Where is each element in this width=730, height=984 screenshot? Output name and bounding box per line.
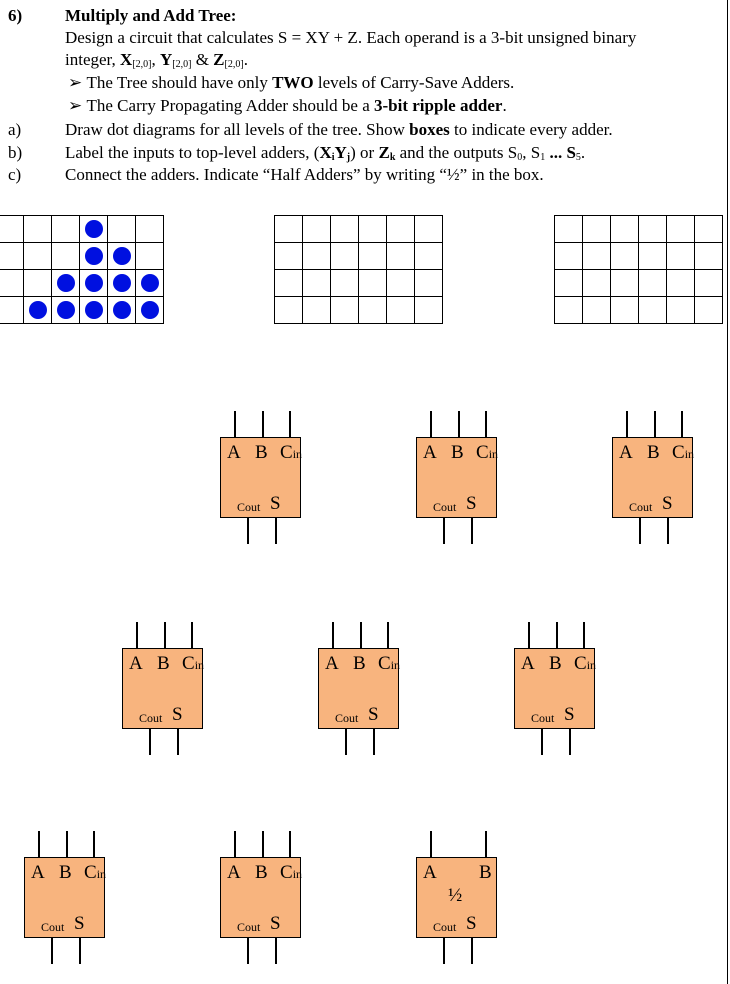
input-b-wire	[556, 622, 558, 648]
carry-out-label: Cout	[531, 711, 555, 725]
sum-label: S	[74, 913, 85, 934]
carry-in-label: Cin	[378, 653, 401, 674]
half-adder-box[interactable]	[416, 857, 497, 938]
question-title: Multiply and Add Tree:	[65, 6, 237, 25]
carry-in-wire	[387, 622, 389, 648]
input-a-wire	[626, 411, 628, 437]
sum-label: S	[270, 493, 281, 514]
input-b-label: B	[353, 653, 366, 674]
arrow-bullet-icon: ➢	[68, 96, 83, 115]
question-number: 6)	[8, 6, 23, 25]
sum-label: S	[270, 913, 281, 934]
carry-in-label: Cin	[182, 653, 205, 674]
adder-box[interactable]	[416, 437, 497, 518]
adder-box[interactable]	[122, 648, 203, 729]
part-c-text: Connect the adders. Indicate “Half Adders” by writing “½” in the box.	[65, 165, 544, 184]
dot-diagram-grid-level-2	[554, 215, 723, 324]
carry-in-wire	[93, 831, 95, 857]
carry-out-wire	[541, 729, 543, 755]
part-b-label: b)	[8, 143, 23, 162]
sum-label: S	[172, 704, 183, 725]
adder-box[interactable]	[220, 437, 301, 518]
carry-in-wire	[191, 622, 193, 648]
carry-out-wire	[247, 518, 249, 544]
dot-diagram-grid-initial	[0, 215, 164, 324]
sum-label: S	[466, 913, 477, 934]
input-a-wire	[38, 831, 40, 857]
sum-label: S	[466, 493, 477, 514]
carry-out-wire	[443, 518, 445, 544]
sum-wire	[373, 729, 375, 755]
carry-in-label: Cin	[574, 653, 597, 674]
input-b-label: B	[157, 653, 170, 674]
carry-in-wire	[485, 411, 487, 437]
input-b-label: B	[479, 862, 492, 883]
bit-dot	[29, 301, 47, 319]
bit-dot	[85, 247, 103, 265]
part-c-label: c)	[8, 165, 22, 184]
right-margin-rule	[727, 0, 728, 984]
question-line-2: integer, $X_{[2,0]}$, $Y_{[2,0]}$ & $Z_{[2,0]}$.	[65, 50, 248, 70]
input-a-wire	[430, 411, 432, 437]
sum-wire	[471, 518, 473, 544]
sum-wire	[275, 938, 277, 964]
input-a-label: A	[521, 653, 535, 674]
input-b-label: B	[647, 442, 660, 463]
sum-label: S	[368, 704, 379, 725]
input-b-wire	[458, 411, 460, 437]
input-b-label: B	[255, 862, 268, 883]
input-a-wire	[136, 622, 138, 648]
sum-label: S	[662, 493, 673, 514]
bit-dot	[57, 274, 75, 292]
bullet-1: ➢ The Tree should have only TWO levels of Carry-Save Adders.	[68, 73, 515, 92]
part-a-text: Draw dot diagrams for all levels of the tree. Show boxes to indicate every adder.	[65, 120, 613, 139]
carry-out-label: Cout	[139, 711, 163, 725]
bullet-2: ➢ The Carry Propagating Adder should be a 3-bit ripple adder.	[68, 96, 507, 115]
adder-box[interactable]	[24, 857, 105, 938]
adder-box[interactable]	[318, 648, 399, 729]
input-b-label: B	[255, 442, 268, 463]
carry-in-wire	[583, 622, 585, 648]
carry-out-label: Cout	[433, 920, 457, 934]
carry-out-wire	[345, 729, 347, 755]
bit-dot	[113, 274, 131, 292]
input-a-label: A	[325, 653, 339, 674]
carry-in-wire	[289, 831, 291, 857]
carry-out-label: Cout	[629, 500, 653, 514]
input-b-wire	[262, 411, 264, 437]
input-b-wire	[164, 622, 166, 648]
carry-out-wire	[443, 938, 445, 964]
input-a-wire	[332, 622, 334, 648]
sum-wire	[667, 518, 669, 544]
carry-in-wire	[681, 411, 683, 437]
input-a-label: A	[619, 442, 633, 463]
adder-box[interactable]	[514, 648, 595, 729]
input-b-label: B	[549, 653, 562, 674]
bit-dot	[57, 301, 75, 319]
carry-in-wire	[289, 411, 291, 437]
input-b-wire	[66, 831, 68, 857]
bit-dot	[141, 274, 159, 292]
sum-label: S	[564, 704, 575, 725]
carry-out-label: Cout	[335, 711, 359, 725]
carry-out-label: Cout	[41, 920, 65, 934]
bit-dot	[85, 220, 103, 238]
bit-dot	[85, 301, 103, 319]
input-a-label: A	[31, 862, 45, 883]
part-a-label: a)	[8, 120, 22, 139]
input-a-wire	[234, 831, 236, 857]
input-b-label: B	[451, 442, 464, 463]
carry-out-wire	[639, 518, 641, 544]
input-b-wire	[360, 622, 362, 648]
carry-in-label: Cin	[280, 862, 303, 883]
carry-out-wire	[51, 938, 53, 964]
input-b-wire	[262, 831, 264, 857]
input-b-wire	[654, 411, 656, 437]
carry-out-label: Cout	[237, 500, 261, 514]
input-a-label: A	[227, 442, 241, 463]
half-adder-mark: ½	[448, 885, 463, 906]
sum-wire	[79, 938, 81, 964]
dot-diagram-grid-level-1	[274, 215, 443, 324]
input-b-wire	[485, 831, 487, 857]
adder-box[interactable]	[220, 857, 301, 938]
input-a-wire	[430, 831, 432, 857]
adder-box[interactable]	[612, 437, 693, 518]
carry-in-label: Cin	[84, 862, 107, 883]
input-a-wire	[234, 411, 236, 437]
sum-wire	[471, 938, 473, 964]
input-a-label: A	[227, 862, 241, 883]
carry-in-label: Cin	[476, 442, 499, 463]
sum-wire	[569, 729, 571, 755]
input-a-label: A	[129, 653, 143, 674]
carry-out-label: Cout	[237, 920, 261, 934]
input-b-label: B	[59, 862, 72, 883]
carry-in-label: Cin	[672, 442, 695, 463]
input-a-label: A	[423, 862, 437, 883]
bit-dot	[85, 274, 103, 292]
sum-wire	[275, 518, 277, 544]
bit-dot	[113, 301, 131, 319]
part-b-text: Label the inputs to top-level adders, $(X_iY_j)$ or $Z_k$ and the outputs $S_0$, $S_1$ ... $S_5$.	[65, 143, 586, 163]
bit-dot	[113, 247, 131, 265]
input-a-wire	[528, 622, 530, 648]
sum-wire	[177, 729, 179, 755]
arrow-bullet-icon: ➢	[68, 73, 83, 92]
carry-out-wire	[149, 729, 151, 755]
carry-out-wire	[247, 938, 249, 964]
question-line-1: Design a circuit that calculates S = XY + Z. Each operand is a 3-bit unsigned binary	[65, 28, 637, 47]
bit-dot	[141, 301, 159, 319]
carry-in-label: Cin	[280, 442, 303, 463]
carry-out-label: Cout	[433, 500, 457, 514]
input-a-label: A	[423, 442, 437, 463]
